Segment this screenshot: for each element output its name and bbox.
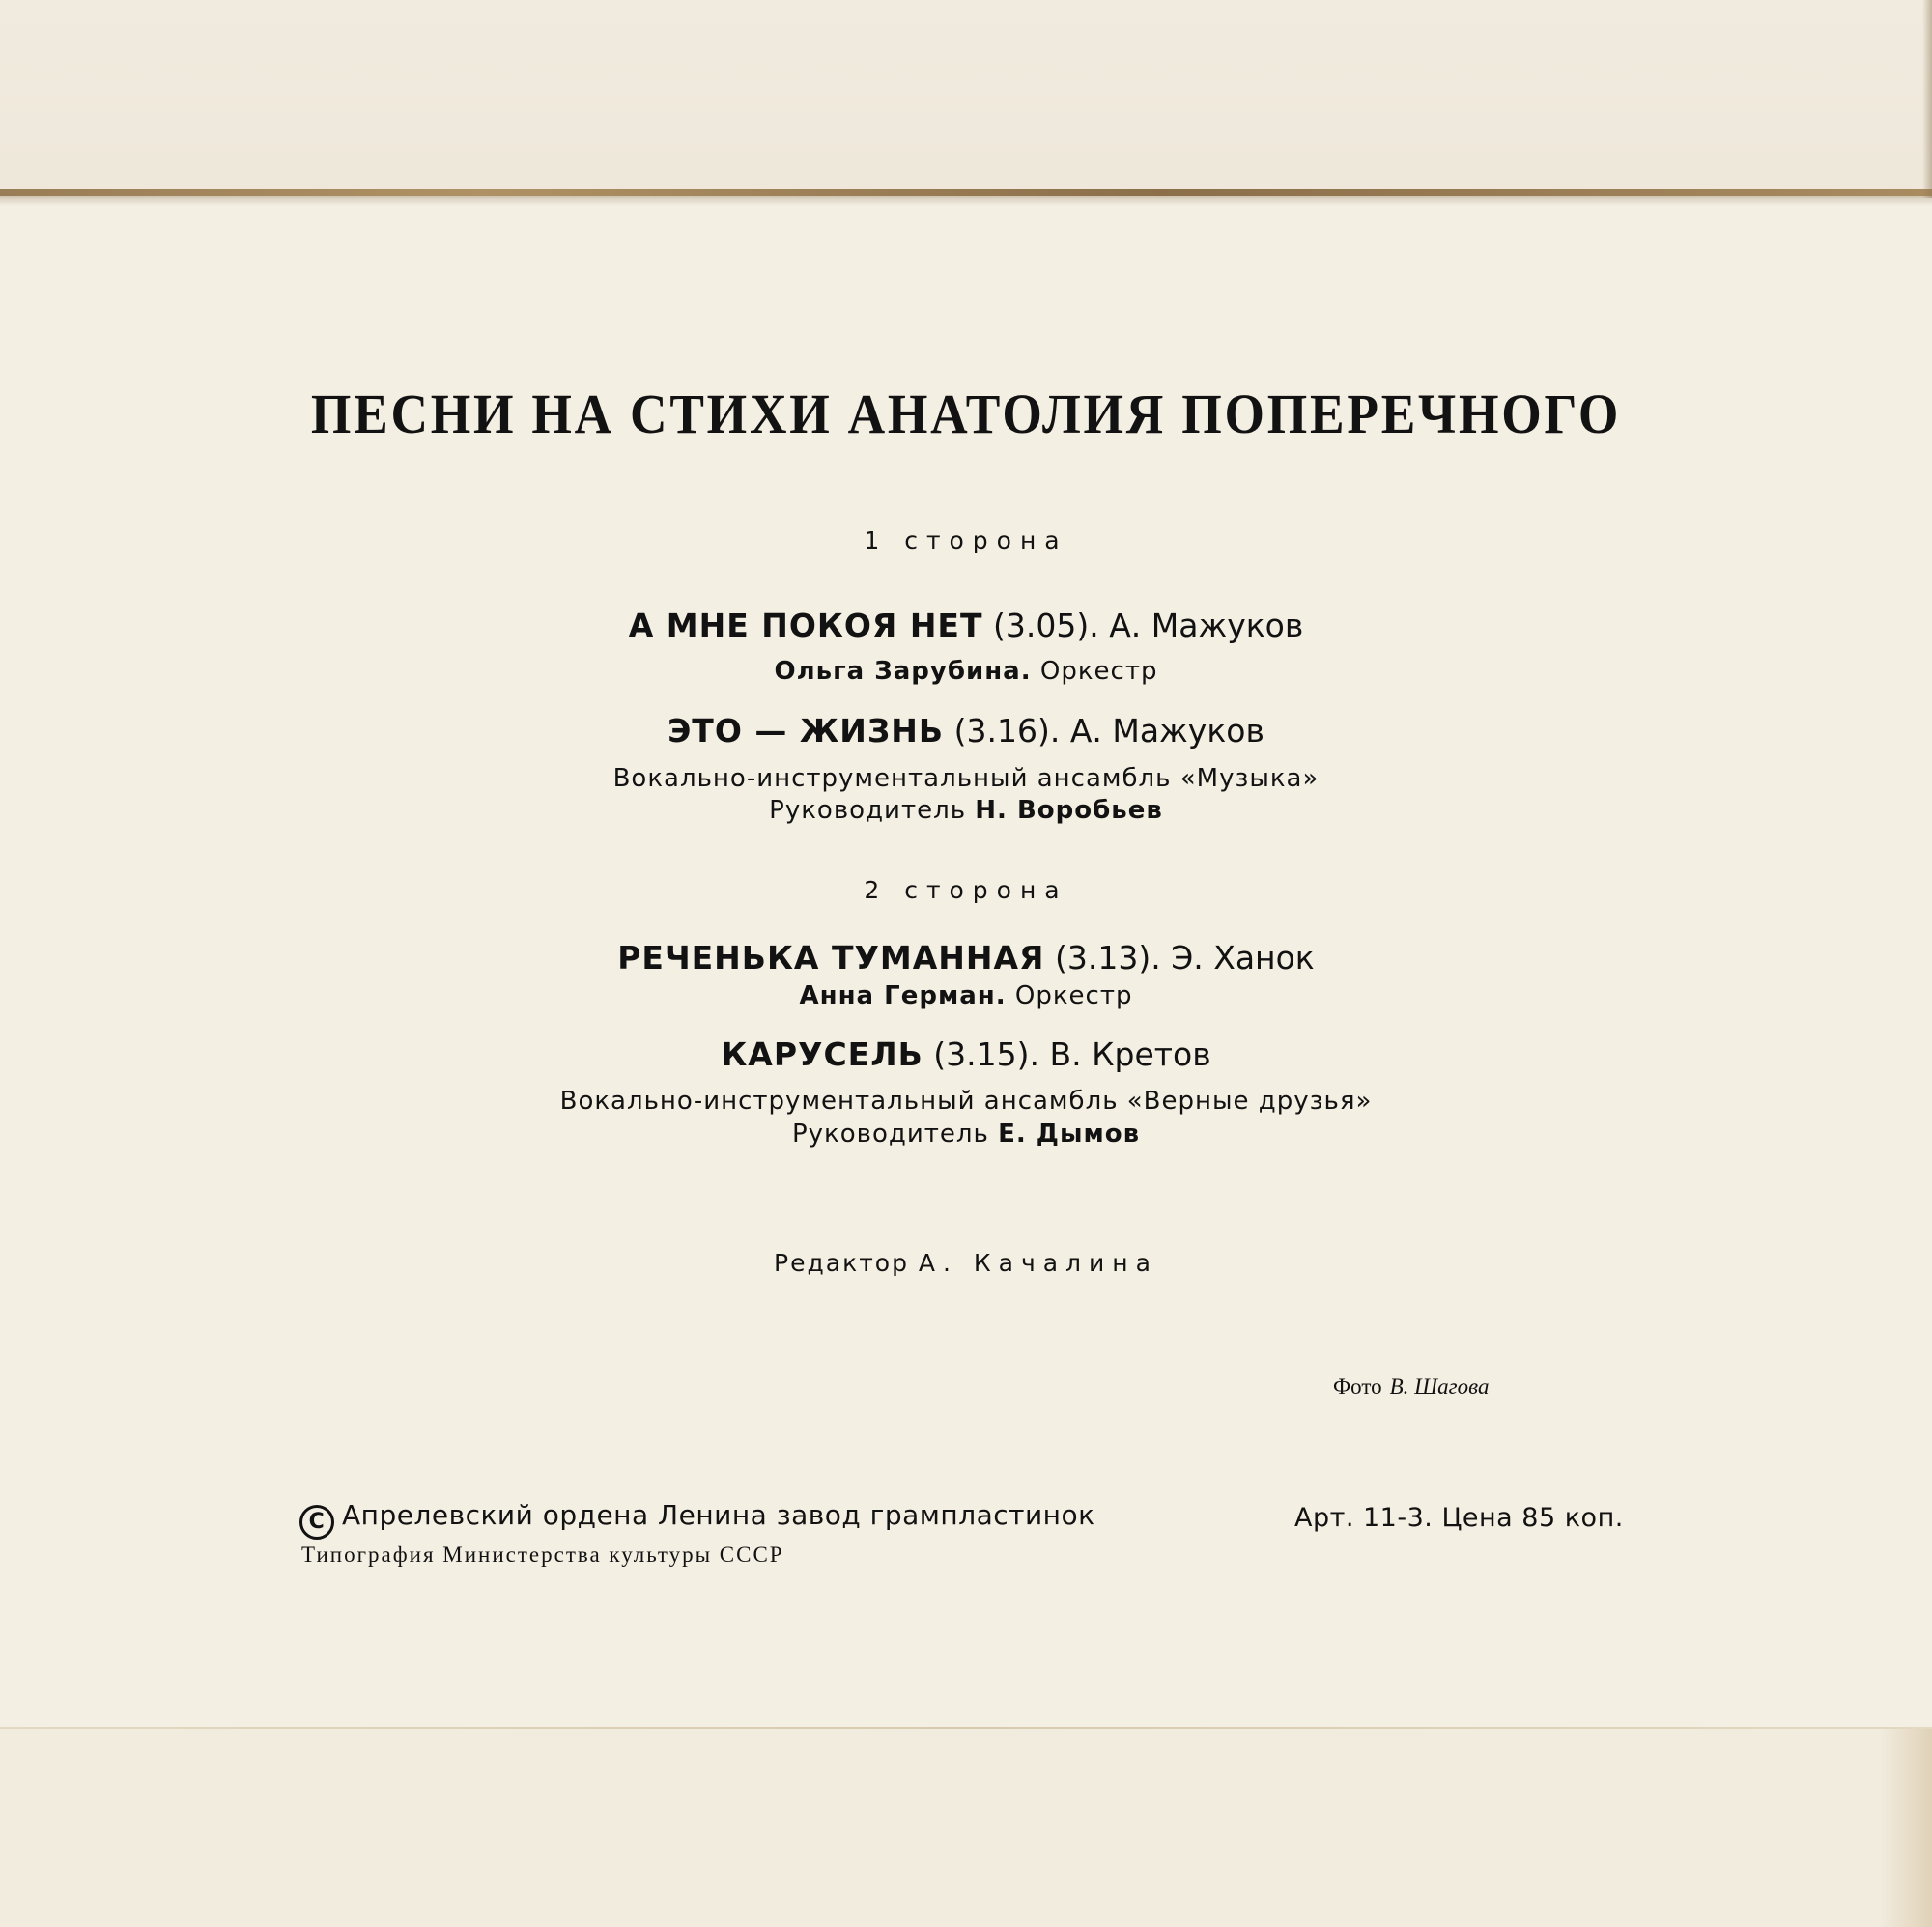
photo-credit (1333, 1374, 1489, 1400)
sleeve-top-flap (0, 0, 1932, 198)
track-1-composer: А. Мажуков (1109, 607, 1304, 644)
editor-name: А. Качалина (918, 1249, 1158, 1277)
sleeve-bottom-flap (0, 1729, 1932, 1927)
track-1-performer (0, 657, 1932, 686)
track-4-leader-name: Е. Дымов (998, 1119, 1141, 1148)
track-2-leader-name: Н. Воробьев (975, 796, 1163, 825)
track-2-leader (0, 796, 1932, 825)
editor-credit (0, 1249, 1932, 1277)
side-2-label: 2 сторона (864, 876, 1068, 904)
track-4-ensemble: Вокально-инструментальный ансамбль «Верные друзья» (559, 1087, 1373, 1116)
track-3-composer: Э. Ханок (1171, 939, 1315, 977)
track-2-ensemble: Вокально-инструментальный ансамбль «Музыка» (612, 764, 1320, 793)
publisher-line (299, 1499, 1095, 1540)
track-3-performer-name: Анна Герман. (799, 981, 1007, 1010)
track-1 (0, 607, 1932, 644)
track-2-leader-label: Руководитель (769, 796, 967, 825)
track-4-leader (0, 1119, 1932, 1148)
track-1-performer-extra: Оркестр (1039, 657, 1158, 686)
track-4-duration: (3.15). (933, 1035, 1039, 1073)
sleeve-top-flap-shadow (0, 196, 1932, 206)
photo-author: В. Шагова (1389, 1374, 1490, 1399)
printer-line: Типография Министерства культуры СССР (301, 1543, 784, 1567)
track-1-performer-name: Ольга Зарубина. (774, 657, 1032, 686)
album-title: ПЕСНИ НА СТИХИ АНАТОЛИЯ ПОПЕРЕЧНОГО (310, 383, 1622, 445)
track-3-performer (0, 981, 1932, 1010)
photo-label: Фото (1333, 1374, 1382, 1399)
track-3-title: РЕЧЕНЬКА ТУМАННАЯ (617, 939, 1045, 977)
track-4 (0, 1035, 1932, 1073)
track-4-title: КАРУСЕЛЬ (721, 1035, 923, 1073)
side-1-label: 1 сторона (864, 526, 1068, 554)
copyright-icon: C (299, 1505, 334, 1540)
sleeve-top-flap-edge (0, 189, 1932, 196)
track-3-duration: (3.13). (1054, 939, 1161, 977)
publisher-name: Апрелевский ордена Ленина завод грампластинок (342, 1499, 1095, 1531)
track-2-title: ЭТО — ЖИЗНЬ (668, 712, 945, 750)
price-line: Арт. 11-3. Цена 85 коп. (1294, 1503, 1624, 1533)
sleeve-bottom-corner (1879, 1729, 1932, 1927)
editor-label: Редактор (774, 1249, 909, 1277)
track-2 (0, 712, 1932, 750)
track-1-title: А МНЕ ПОКОЯ НЕТ (628, 607, 983, 644)
track-3 (0, 939, 1932, 977)
track-1-duration: (3.05). (993, 607, 1099, 644)
track-2-composer: А. Мажуков (1069, 712, 1264, 750)
track-4-leader-label: Руководитель (791, 1119, 989, 1148)
track-3-performer-extra: Оркестр (1014, 981, 1133, 1010)
sleeve-right-edge (1922, 0, 1932, 198)
track-2-duration: (3.16). (953, 712, 1061, 750)
track-4-composer: В. Кретов (1049, 1035, 1211, 1073)
